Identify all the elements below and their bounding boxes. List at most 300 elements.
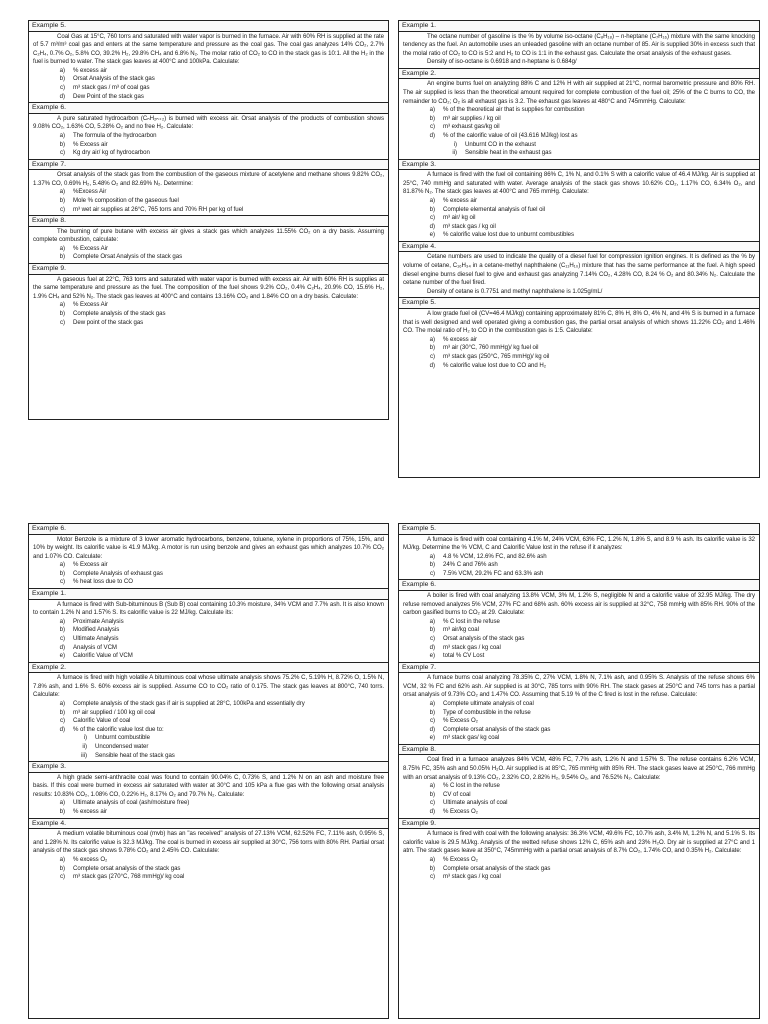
item-label: m³ air supplied / 100 kg oil coal xyxy=(73,708,156,716)
list-item xyxy=(403,115,755,124)
sub-item-list xyxy=(403,141,755,158)
list-item xyxy=(403,635,755,644)
item-text xyxy=(443,561,755,570)
list-item xyxy=(403,652,755,661)
sub-list-item xyxy=(33,734,384,743)
item-marker: d) xyxy=(429,361,435,369)
item-text xyxy=(73,570,384,579)
example-block xyxy=(399,69,759,160)
item-label: m³ stack gas / m³ of coal gas xyxy=(73,84,150,92)
item-text xyxy=(443,644,755,653)
item-list xyxy=(403,700,755,743)
example-header: Example 6. xyxy=(29,103,388,114)
problem-statement: An engine burns fuel on analyzing 88% C and 12% H with air supplied at 21°C, normal barometric pressure and 80% RH. The air supplied is less than the theoretical amount required for complete combustion of the fuel oil; 25% of the C burns to CO, the remainder to CO₂; O₂ is all exhaust gas is 3.2. The exhaust gas leaves at 480°C and 745mmHg. Calculate: xyxy=(403,80,755,105)
item-list xyxy=(403,553,755,579)
list-item xyxy=(33,570,384,579)
item-text xyxy=(73,652,384,661)
item-list xyxy=(403,336,755,370)
item-label: Dew point of the stack gas xyxy=(73,318,144,326)
item-text xyxy=(443,717,755,726)
item-label: m³ stack gas (270°C, 768 mmHg)/ kg coal xyxy=(73,873,185,881)
problem-statement: A high grade semi-anthracite coal was found to contain 90.04% C, 0.73% S, and 1.2% N on an ash and moisture free basis. If this coal were burned in excess air saturated with water at 30°C and 105 kPa a flue gas with the following orsat analysis results: 10.83% CO₂, 1.08% CO, 0.22% H₂, 8.17% O₂ and 79.7% N₂. Calculate: xyxy=(33,773,384,798)
item-marker: c) xyxy=(430,873,435,881)
example-block xyxy=(399,298,759,371)
sub-item-marker: iii) xyxy=(81,751,87,759)
item-text xyxy=(73,856,384,865)
item-marker: b) xyxy=(59,626,65,634)
list-item xyxy=(403,214,755,223)
item-label: %Excess Air xyxy=(73,188,107,196)
example-header: Example 3. xyxy=(399,160,759,171)
item-label: % Excess air xyxy=(73,561,108,569)
list-item xyxy=(33,253,384,262)
sub-item-text: Unburnt CO in the exhaust xyxy=(465,140,536,148)
item-text xyxy=(73,873,384,882)
list-item xyxy=(403,808,755,817)
sub-list-item xyxy=(403,149,755,158)
item-list xyxy=(33,301,384,327)
item-label: CV of coal xyxy=(443,790,471,798)
list-item xyxy=(403,873,755,882)
example-block xyxy=(399,21,759,69)
example-block xyxy=(399,160,759,242)
item-marker: e) xyxy=(59,652,65,660)
item-label: % excess air xyxy=(443,197,477,204)
item-marker: a) xyxy=(429,197,435,204)
item-label: m³ air (30°C, 760 mmHg)/ kg fuel oil xyxy=(443,344,539,352)
item-text xyxy=(443,214,755,223)
item-label: m³ stack gas / kg coal xyxy=(443,873,501,881)
item-marker: d) xyxy=(429,643,435,651)
example-body xyxy=(29,535,388,589)
item-label: The formula of the hydrocarbon xyxy=(73,131,157,139)
item-label: Proximate Analysis xyxy=(73,617,124,625)
example-block xyxy=(29,589,388,663)
example-body xyxy=(399,591,759,662)
list-item xyxy=(33,75,384,84)
item-label: m³ wet air supplies at 26°C, 765 torrs and 70% RH per kg of fuel xyxy=(73,205,244,213)
item-marker: b) xyxy=(429,626,435,634)
item-text xyxy=(73,635,384,644)
item-label: m³ stack gas / kg oil xyxy=(443,222,496,230)
list-item xyxy=(403,123,755,132)
item-label: Calorific Value of coal xyxy=(73,717,131,725)
item-marker: a) xyxy=(59,561,65,569)
problem-statement: Cetane numbers are used to indicate the quality of a diesel fuel for compression ignition engines. It is defined as the % by volume of cetane, C₁₆H₃₄ in a cetane-methyl naphthalene (C₁₁H₁₀) mixture that has the same performance at the fuel. A high speed diesel engine burns diesel fuel to give and exhaust gas analyzing 7.14% CO₂, 4.28% CO, 8.24 % O₂ and 80.34% N₂. Calculate the cetane number of the fuel fired. xyxy=(403,253,755,287)
problem-statement: A furnace is fired with Sub-bituminous B (Sub B) coal containing 10.3% moisture, 34% VCM and 7.7% ash. It is also known to contain 1.2% N and 1.57% S. Its calorific value is 22 MJ/kg. Calculate its: xyxy=(33,600,384,617)
example-body xyxy=(399,829,759,883)
item-label: Modified Analysis xyxy=(73,626,120,634)
list-item xyxy=(33,301,384,310)
item-text xyxy=(73,865,384,874)
problem-statement: Coal fired in a furnace analyzes 84% VCM, 48% FC, 7.7% ash, 1.2% N and 1.57% S. The refuse contains 6.2% VCM, 8.75% FC, 35% ash and 50.05% H₂O. Air supplied is at 85°C, 765 mmHg with 85% RH. The stack gases leave at 250°C, 766 mmHg with an orsat analysis of 9.13% CO₂, 2.32% CO, 2.82% H₂, 9.54% O₂, and 76.52% N₂. Calculate: xyxy=(403,756,755,781)
problem-statement: A pure saturated hydrocarbon (CₙH₂ₙ₊₂) is burned with excess air. Orsat analysis of the products of combustion shows 9.08% CO₂, 1.63% CO, 5.28% O₂ and no free H₂. Calculate: xyxy=(33,114,384,131)
item-text xyxy=(443,782,755,791)
item-label: Complete orsat analysis of the stack gas xyxy=(443,864,551,872)
item-marker: b) xyxy=(59,75,65,83)
list-item xyxy=(403,618,755,627)
example-header: Example 5. xyxy=(399,524,759,535)
sub-item-marker: ii) xyxy=(452,149,457,157)
list-item xyxy=(403,734,755,743)
list-item xyxy=(33,856,384,865)
example-header: Example 8. xyxy=(29,216,388,227)
item-text xyxy=(443,353,755,362)
item-text xyxy=(73,301,384,310)
list-item xyxy=(33,808,384,817)
list-item xyxy=(403,336,755,345)
item-label: Complete orsat analysis of the stack gas xyxy=(443,725,551,733)
item-marker: a) xyxy=(59,700,65,707)
list-item xyxy=(33,188,384,197)
item-list xyxy=(33,67,384,101)
item-label: % excess air xyxy=(73,808,107,816)
list-item xyxy=(403,206,755,215)
example-block xyxy=(399,819,759,883)
item-label: Calorific Value of VCM xyxy=(73,652,133,660)
item-label: Ultimate analysis of coal (ash/moisture free) xyxy=(73,799,190,807)
item-text xyxy=(73,561,384,570)
item-marker: b) xyxy=(59,808,65,816)
example-body xyxy=(29,114,388,159)
item-marker: d) xyxy=(429,808,435,816)
example-block xyxy=(29,103,388,159)
item-label: Complete ultimate analysis of coal xyxy=(443,700,534,707)
item-marker: a) xyxy=(59,301,65,309)
list-item xyxy=(33,700,384,709)
example-body xyxy=(399,673,759,744)
item-text xyxy=(73,149,384,158)
item-label: Dew Point of the stack gas xyxy=(73,92,144,100)
item-text xyxy=(443,197,755,206)
example-body xyxy=(29,673,388,761)
list-item xyxy=(403,561,755,570)
item-text xyxy=(443,618,755,627)
item-marker: b) xyxy=(429,561,435,569)
item-text xyxy=(73,799,384,808)
list-item xyxy=(33,635,384,644)
item-list xyxy=(403,782,755,816)
list-item xyxy=(403,700,755,709)
example-body xyxy=(29,773,388,818)
item-text xyxy=(73,188,384,197)
sub-item-marker: i) xyxy=(83,734,87,742)
item-text xyxy=(443,570,755,579)
item-label: % Excess air xyxy=(73,140,108,148)
item-text xyxy=(73,618,384,627)
list-item xyxy=(403,223,755,232)
problem-statement: Coal Gas at 15°C, 760 torrs and saturated with water vapor is burned in the furnace. Air with 60% RH is supplied at the rate of 5.7 m³/m³ coal gas and enters at the same temperature and pressure as the coal gas. The coal gas analyzes 14% CO₂, 2.7% C₂H₄, 0.7% O₂, 5.8% CO, 39.2% H₂, 29.8% CH₄ and 6.8% N₂. The molar ratio of CO₂ to CO in the stack gas is 10:1. All the H₂ in the fuel is burned to water. The stack gas leaves at 400°C and 100kPa. Calculate: xyxy=(33,32,384,66)
item-marker: c) xyxy=(60,84,65,92)
item-marker: a) xyxy=(429,782,435,790)
item-marker: c) xyxy=(60,634,65,642)
item-text xyxy=(443,873,755,882)
list-item xyxy=(33,717,384,726)
example-body xyxy=(399,170,759,241)
example-block xyxy=(399,745,759,819)
item-label: % of the calorific value lost due to: xyxy=(73,725,164,733)
item-label: % excess air xyxy=(73,66,107,74)
item-marker: c) xyxy=(430,123,435,131)
sub-list-wrapper xyxy=(33,734,384,760)
item-marker: c) xyxy=(430,569,435,577)
item-marker: d) xyxy=(429,222,435,230)
problem-statement: A boiler is fired with coal analyzing 13.8% VCM, 3% M, 1.2% S, negligible N and a calorific value of 32.95 MJ/kg. The dry refuse removed analyzes 5% VCM, 27% FC and 68% ash. 60% excess air is supplied at 32°C, 758 mmHg with 85% RH. 90% of the carbon gasified burns to CO₂ at 29. Calculate: xyxy=(403,591,755,617)
example-block xyxy=(29,216,388,264)
item-text xyxy=(443,231,755,240)
item-text xyxy=(443,132,755,141)
problem-statement: A furnace is fired with the fuel oil containing 86% C, 1% N, and 0.1% S with a calorific value of 46.4 MJ/kg. Air is supplied at 25°C, 740 mmHg and saturated with water. Average analysis of the stack gas shows 10.62% CO₂, 1.17% CO, 6.34% O₂, and 81.87% N₂. The stack gas leaves at 400°C and 765 mmHg. Calculate: xyxy=(403,171,755,196)
list-item xyxy=(33,245,384,254)
item-marker: a) xyxy=(59,188,65,196)
item-text xyxy=(443,791,755,800)
list-item xyxy=(403,197,755,206)
item-text xyxy=(443,336,755,345)
item-label: % Excess Air xyxy=(73,301,108,309)
list-item xyxy=(403,231,755,240)
list-item xyxy=(403,717,755,726)
item-marker: e) xyxy=(429,231,435,239)
example-body xyxy=(399,309,759,371)
example-header: Example 6. xyxy=(399,580,759,591)
problem-statement: The octane number of gasoline is the % by volume iso-octane (C₈H₁₈) – n-heptane (C₇H₁₆) mixture with the same knocking tendency as the fuel. An automobile uses an unleaded gasoline with an octane number of 85. Air is supplied 30% in excess such that the molal ratio of CO₂ to CO is 5:2 and H₂ to CO is 1:1 in the exhaust gas. Calculate the orsat analysis of the exhaust gases. xyxy=(403,32,755,57)
problem-statement: A furnace is fired with coal containing 4.1% M, 24% VCM, 63% FC, 1.2% N, 1.8% S, and 8.9 % ash. Its calorific value is 32 MJ/kg. Determine the % VCM, C and Calorific Value lost in the refuse if it analyzes: xyxy=(403,535,755,552)
item-text xyxy=(443,106,755,115)
item-label: Mole % composition of the gaseous fuel xyxy=(73,197,179,204)
list-item xyxy=(403,362,755,371)
item-marker: b) xyxy=(429,344,435,352)
item-marker: a) xyxy=(429,335,435,343)
example-header: Example 1. xyxy=(399,21,759,32)
item-list xyxy=(403,856,755,882)
item-marker: a) xyxy=(429,700,435,707)
example-body xyxy=(29,32,388,103)
problem-statement: A furnace is fired with high volatile A bituminous coal whose ultimate analysis shows 75.2% C, 5.19% H, 8.72% O, 1.5% N, 7.8% ash, and 1.6% S. 60% excess air is supplied. Assume CO to CO₂ ratio of 0.175. The stack gas leaves at 800°C, 740 torrs. Calculate: xyxy=(33,674,384,699)
item-text xyxy=(443,700,755,709)
example-header: Example 9. xyxy=(29,264,388,275)
item-marker: a) xyxy=(59,131,65,139)
item-text xyxy=(443,123,755,132)
item-text xyxy=(443,635,755,644)
example-block xyxy=(399,524,759,580)
example-block xyxy=(29,663,388,762)
example-body xyxy=(399,252,759,297)
example-block xyxy=(29,264,388,328)
problem-statement: A low grade fuel oil (CV=46.4 MJ/kg) containing approximately 81% C, 8% H, 8% O, 4% N, and 4% S is burned in a furnace that is well designed and well operated giving a combustion gas, the partial orsat analysis of which shows 11.22% CO₂ and 1.46% CO. The molal ratio of H₂ to CO in the combustion gas is 1:5. Calculate: xyxy=(403,309,755,335)
example-block xyxy=(29,762,388,818)
item-marker: b) xyxy=(59,864,65,872)
example-header: Example 7. xyxy=(29,160,388,171)
example-header: Example 1. xyxy=(29,589,388,600)
list-item xyxy=(403,644,755,653)
item-text xyxy=(73,709,384,718)
example-body xyxy=(29,170,388,215)
example-body xyxy=(29,227,388,263)
item-text xyxy=(73,253,384,262)
item-list xyxy=(33,700,384,760)
example-body xyxy=(29,275,388,329)
item-marker: b) xyxy=(429,790,435,798)
list-item xyxy=(403,106,755,115)
sub-list-item xyxy=(33,752,384,761)
item-list xyxy=(33,132,384,158)
item-marker: d) xyxy=(59,643,65,651)
item-marker: c) xyxy=(60,149,65,157)
list-item xyxy=(33,319,384,328)
item-label: Orsat analysis of the stack gas xyxy=(443,634,525,642)
list-item xyxy=(33,726,384,735)
item-text xyxy=(443,115,755,124)
item-text xyxy=(443,709,755,718)
item-marker: b) xyxy=(59,309,65,317)
example-header: Example 9. xyxy=(399,819,759,830)
list-item xyxy=(33,799,384,808)
list-item xyxy=(403,353,755,362)
item-marker: a) xyxy=(59,617,65,625)
item-label: Type of combustible in the refuse xyxy=(443,708,531,716)
item-label: % calorific value lost due to CO and H₂ xyxy=(443,361,547,369)
item-label: % of the calorific value of oil (43.616 MJ/kg) lost as xyxy=(443,131,578,139)
item-label: Ultimate analysis of coal xyxy=(443,799,508,807)
sub-item-text: Sensible heat in the exhaust gas xyxy=(465,149,552,157)
item-label: % Excess Air xyxy=(73,244,108,252)
item-text xyxy=(443,553,755,562)
panel-bottom-left xyxy=(28,523,389,1019)
item-marker: c) xyxy=(430,634,435,642)
item-label: Complete analysis of the stack gas if air is supplied at 28°C, 100kPa and essentially dry xyxy=(73,700,305,707)
item-label: Complete analysis of the stack gas xyxy=(73,309,166,317)
item-label: m³ exhaust gas/kg oil xyxy=(443,123,500,131)
item-marker: a) xyxy=(59,66,65,74)
item-text xyxy=(73,67,384,76)
item-text xyxy=(73,644,384,653)
example-block xyxy=(399,242,759,298)
item-text xyxy=(73,726,384,735)
item-label: % C lost in the refuse xyxy=(443,782,500,790)
item-text xyxy=(443,799,755,808)
list-item xyxy=(403,726,755,735)
item-label: % excess air xyxy=(443,335,477,343)
example-block xyxy=(29,524,388,589)
item-marker: a) xyxy=(59,855,65,863)
example-body xyxy=(399,32,759,68)
item-text xyxy=(73,93,384,102)
item-marker: c) xyxy=(430,214,435,222)
item-text xyxy=(443,865,755,874)
list-item xyxy=(33,206,384,215)
item-marker: b) xyxy=(59,569,65,577)
problem-statement: Density of iso-octane is 0.6918 and n-heptane is 0.684g/ xyxy=(427,58,577,66)
example-header: Example 5. xyxy=(29,21,388,32)
item-label: Complete Orsat Analysis of the stack gas xyxy=(73,253,183,261)
example-block xyxy=(399,580,759,662)
example-header: Example 4. xyxy=(399,242,759,253)
example-block xyxy=(399,663,759,745)
item-marker: a) xyxy=(59,799,65,807)
item-marker: a) xyxy=(429,106,435,114)
item-label: m³ stack gas / kg coal xyxy=(443,643,501,651)
example-header: Example 4. xyxy=(29,819,388,830)
list-item xyxy=(33,149,384,158)
item-label: m³ air/kg coal xyxy=(443,626,479,634)
problem-statement: Motor Benzole is a mixture of 3 lower aromatic hydrocarbons, benzene, toluene, xylene in proportions of 75%, 15%, and 10% by weight. Its calorific value is 41.9 MJ/kg. A motor is run using benzole and gives an exhaust gas which analyzes 10.7% CO₂ and 1.07% CO. Calculate: xyxy=(33,535,384,560)
item-marker: a) xyxy=(429,552,435,560)
problem-statement: Orsat analysis of the stack gas from the combustion of the gaseous mixture of acetylene and methane shows 9.82% CO₂, 1.37% CO, 0.69% H₂, 5.48% O₂ and 82.69% N₂. Determine: xyxy=(33,171,384,187)
list-item xyxy=(33,709,384,718)
item-label: m³ stack gas (250°C, 765 mmHg)/ kg oil xyxy=(443,352,550,360)
item-text xyxy=(443,726,755,735)
item-list xyxy=(33,799,384,816)
example-body xyxy=(399,535,759,580)
sub-item-text: Unburnt combustible xyxy=(95,734,150,742)
item-text xyxy=(443,808,755,817)
item-text xyxy=(443,344,755,353)
item-text xyxy=(443,626,755,635)
item-marker: b) xyxy=(59,197,65,204)
list-item xyxy=(403,570,755,579)
item-label: Kg dry air/ kg of hydrocarbon xyxy=(73,149,150,157)
item-label: 4.8 % VCM, 12.6% FC, and 82.6% ash xyxy=(443,552,547,560)
example-block xyxy=(29,160,388,216)
item-text xyxy=(73,75,384,84)
sub-list-wrapper xyxy=(403,141,755,158)
item-marker: b) xyxy=(429,205,435,213)
panel-top-left xyxy=(28,20,389,420)
item-label: m³ air supplies / kg oil xyxy=(443,114,501,122)
example-header: Example 7. xyxy=(399,663,759,674)
list-item xyxy=(33,93,384,102)
list-item xyxy=(33,652,384,661)
item-marker: b) xyxy=(429,114,435,122)
item-marker: b) xyxy=(59,140,65,148)
item-marker: a) xyxy=(59,244,65,252)
example-header: Example 3. xyxy=(29,762,388,773)
item-text xyxy=(73,141,384,150)
item-text xyxy=(73,808,384,817)
item-text xyxy=(443,206,755,215)
item-text xyxy=(73,319,384,328)
list-item xyxy=(33,578,384,587)
list-item xyxy=(33,197,384,206)
problem-statement: Density of cetane is 0.7751 and methyl naphthalene is 1.025g/mL/ xyxy=(427,287,603,295)
item-marker: d) xyxy=(59,92,65,100)
list-item xyxy=(403,132,755,141)
example-header: Example 2. xyxy=(29,663,388,674)
example-header: Example 5. xyxy=(399,298,759,309)
list-item xyxy=(33,865,384,874)
item-label: m³ stack gas/ kg coal xyxy=(443,734,500,742)
item-list xyxy=(33,188,384,214)
item-list xyxy=(33,856,384,882)
list-item xyxy=(33,644,384,653)
panel-top-right xyxy=(398,20,760,478)
item-marker: b) xyxy=(429,864,435,872)
problem-statement: A furnace is fired with coal with the following analysis: 36.3% VCM, 49.6% FC, 10.7% ash, 3.4% M, 1.2% N, and 5.1% S. Its calorific value is 29.5 MJ/kg. Analysis of the wetted refuse shows 12% C, 65% ash and 23% H₂O. Dry air is supplied at 27°C and 1 atm. The stack gases leave at 350°C, 745mmHg with a partial orsat analysis of 8.7% CO₂, 1.74% CO, and 0.35% H₂. Calculate: xyxy=(403,830,755,855)
example-body xyxy=(29,829,388,883)
item-text xyxy=(443,362,755,371)
item-text xyxy=(443,734,755,743)
item-label: Analysis of VCM xyxy=(73,643,117,651)
problem-statement: A furnace burns coal analyzing 78.35% C, 27% VCM, 1.8% N, 7.1% ash, and 0.95% S. Analysis of the refuse shows 6% VCM, 32 % FC and 62% ash. Air supplied is at 30°C, 785 torrs with 90% RH. The stack gases at 250°C and 745 torrs has a partial orsat analysis of 9.73% CO₂ and 1.47% CO. Assuming that 5.19 % of the C fired is lost in the refuse. Calculate: xyxy=(403,674,755,699)
list-item xyxy=(33,67,384,76)
item-label: % excess O₂ xyxy=(73,855,108,863)
item-marker: c) xyxy=(60,318,65,326)
item-text xyxy=(73,578,384,587)
list-item xyxy=(33,873,384,882)
item-marker: b) xyxy=(59,253,65,261)
item-label: Ultimate Analysis xyxy=(73,634,119,642)
item-marker: d) xyxy=(429,725,435,733)
